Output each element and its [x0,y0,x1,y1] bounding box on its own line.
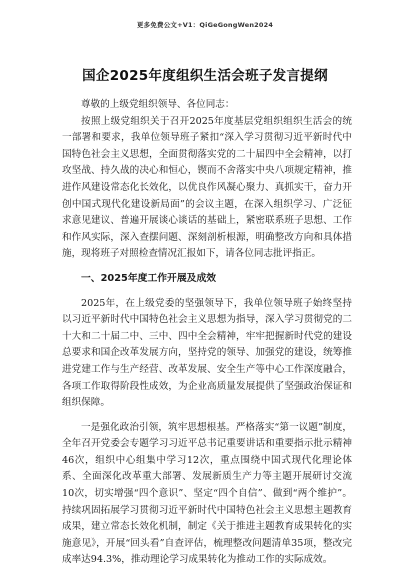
section-point: 一是强化政治引领，筑牢思想根基。严格落实“第一议题”制度，全年召开党委会专题学习习近平总书记重要讲话和重要指示批示精神46次，组织中心组集中学习12次，重点围绕中国式现代化理论体系、全面深化改革重大部署、发展新质生产力等主题开展研讨交流10次，切实增强“四个意识”、坚定“四个自信”、做到“两个维护”。持续巩固拓展学习贯彻习近平新时代中国特色社会主义思想主题教育成果，建立常态长效化机制，制定《关于推进主题教育成果转化的实施意见》，开展“回头看”自查评估，梳理整改问题清单35项，整改完成率达94.3%，推动理论学习成果转化为推动工作的实际成效。 [62,421,352,566]
section-heading: 一、2025年度工作开展及成效 [81,272,217,284]
section-paragraph: 2025年，在上级党委的坚强领导下，我单位领导班子始终坚持以习近平新时代中国特色社会主义思想为指导，深入学习贯彻党的二十大和二十届二中、三中、四中全会精神，牢牢把握新时代党的建设总要求和国企改革发展方向，坚持党的领导、加强党的建设，统筹推进党建工作与生产经营、改革发展、安全生产等中心工作深度融合，各项工作取得阶段性成效，为企业高质量发展提供了坚强政治保证和组织保障。 [62,297,352,409]
intro-paragraph: 按照上级党组织关于召开2025年度基层党组织组织生活会的统一部署和要求，我单位领导班子紧扣“深入学习贯彻习近平新时代中国特色社会主义思想，全面贯彻落实党的二十届四中全会精神，以打攻坚战、持久战的决心和恒心，锲而不舍落实中央八项规定精神，推进作风建设常态化长效化，以优良作风凝心聚力、真抓实干，奋力开创中国式现代化建设新局面”的会议主题，在深入组织学习、广泛征求意见建议、普遍开展谈心谈话的基础上，紧密联系班子思想、工作和作风实际，深入查摆问题、深刻剖析根源，明确整改方向和具体措施，现将班子对照检查情况汇报如下，请各位同志批评指正。 [62,115,352,260]
document-body [62,97,352,569]
page-title: 国企2025年度组织生活会班子发言提纲 [82,68,328,84]
header-note: 更多免费公文+V1：QiGeGongWen2024 [136,21,274,29]
salutation: 尊敬的上级党组织领导、各位同志： [81,99,235,110]
